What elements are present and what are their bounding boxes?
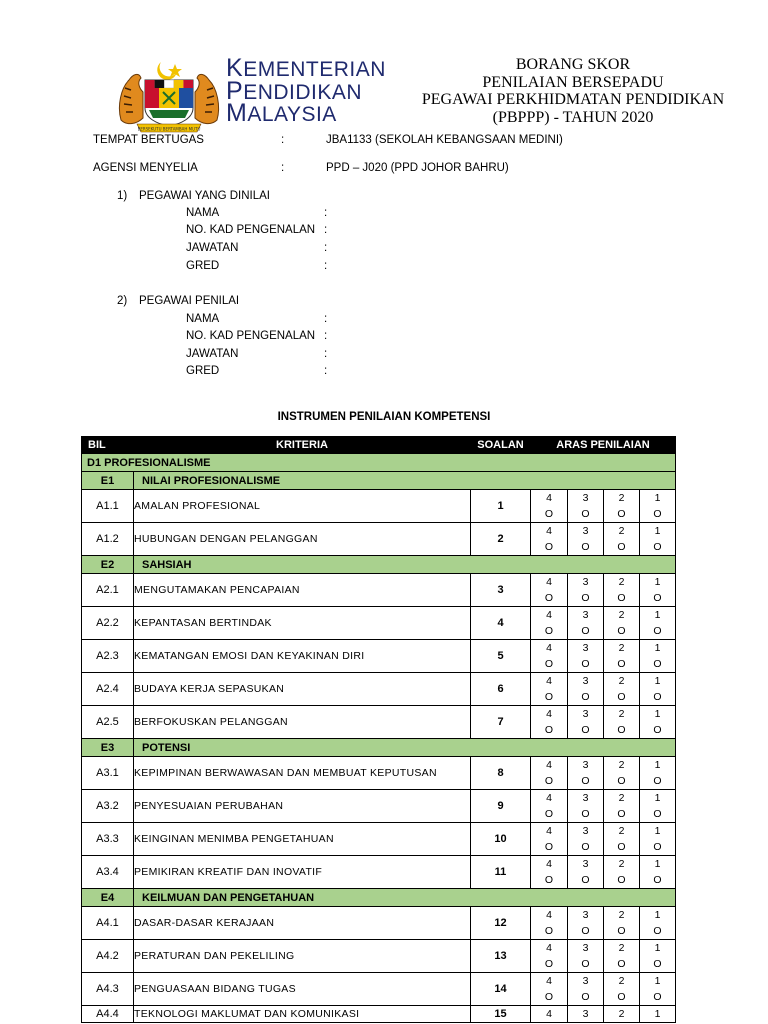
score-option-2[interactable]: [604, 607, 640, 640]
tempat-bertugas-colon: :: [281, 134, 285, 146]
item-question-number: 3: [471, 574, 531, 607]
radio-circle[interactable]: O: [581, 541, 590, 553]
domain-row: [82, 454, 676, 472]
field-input[interactable]: :: [324, 330, 328, 342]
radio-circle[interactable]: O: [617, 841, 626, 853]
score-option-1[interactable]: [640, 673, 676, 706]
field-label: JAWATAN: [186, 242, 239, 254]
score-option-2[interactable]: [604, 490, 640, 523]
table-row: [82, 757, 676, 790]
radio-circle[interactable]: O: [617, 991, 626, 1003]
score-level: 4: [546, 975, 552, 987]
pegawai-dinilai-title: PEGAWAI YANG DINILAI: [139, 190, 271, 202]
table-row: [82, 823, 676, 856]
score-level: 4: [546, 576, 552, 588]
coat-of-arms-logo: [115, 58, 223, 136]
radio-circle[interactable]: O: [581, 625, 590, 637]
item-question-number: 14: [471, 973, 531, 1006]
score-level: 3: [582, 909, 589, 921]
item-code: A4.2: [82, 940, 134, 973]
radio-circle[interactable]: O: [653, 658, 662, 670]
radio-circle[interactable]: O: [617, 958, 626, 970]
score-level: 3: [582, 576, 589, 588]
score-level: 3: [582, 858, 589, 870]
score-option-3[interactable]: [568, 607, 604, 640]
score-option-1[interactable]: [640, 973, 676, 1006]
radio-circle[interactable]: O: [544, 925, 554, 937]
score-option-2[interactable]: [604, 940, 640, 973]
group-title: NILAI PROFESIONALISME: [134, 472, 676, 490]
score-level: 3: [582, 1008, 589, 1020]
radio-circle[interactable]: O: [653, 541, 662, 553]
score-option-4[interactable]: [531, 907, 568, 940]
score-level: 3: [582, 759, 589, 771]
item-code: A2.5: [82, 706, 134, 739]
item-question-number: 2: [471, 523, 531, 556]
score-level: 1: [654, 942, 661, 954]
radio-circle[interactable]: O: [544, 991, 554, 1003]
score-option-2[interactable]: [604, 640, 640, 673]
field-input[interactable]: :: [324, 365, 328, 377]
score-level: 3: [582, 792, 589, 804]
radio-circle[interactable]: O: [653, 775, 662, 787]
score-option-4[interactable]: [531, 757, 568, 790]
radio-circle[interactable]: O: [544, 874, 554, 886]
table-row: [82, 523, 676, 556]
score-level: 3: [582, 708, 589, 720]
score-option-1[interactable]: [640, 523, 676, 556]
score-option-4[interactable]: [531, 856, 568, 889]
agensi-menyelia-label: AGENSI MENYELIA: [93, 162, 198, 174]
score-option-2[interactable]: [604, 856, 640, 889]
score-option-1[interactable]: [640, 940, 676, 973]
table-row: [82, 706, 676, 739]
item-question-number: 1: [471, 490, 531, 523]
form-title-line: BORANG SKOR: [515, 56, 631, 73]
radio-circle[interactable]: O: [544, 541, 554, 553]
score-level: 3: [582, 642, 589, 654]
field-label: GRED: [186, 365, 220, 377]
radio-circle[interactable]: O: [544, 625, 554, 637]
score-level: 2: [618, 642, 625, 654]
item-code: A3.4: [82, 856, 134, 889]
form-title-line: PEGAWAI PERKHIDMATAN PENDIDIKAN: [421, 91, 725, 108]
section-number: 1): [117, 190, 128, 202]
table-row: [82, 673, 676, 706]
table-row: [82, 640, 676, 673]
item-code: A1.2: [82, 523, 134, 556]
score-level: 1: [654, 792, 661, 804]
item-criteria: PENYESUAIAN PERUBAHAN: [134, 790, 471, 823]
group-row: [82, 472, 676, 490]
item-criteria: HUBUNGAN DENGAN PELANGGAN: [134, 523, 471, 556]
radio-circle[interactable]: O: [581, 874, 590, 886]
score-option-3[interactable]: [568, 907, 604, 940]
field-input[interactable]: :: [324, 224, 328, 236]
item-question-number: 9: [471, 790, 531, 823]
tempat-bertugas-value: JBA1133 (SEKOLAH KEBANGSAAN MEDINI): [326, 134, 563, 146]
score-level: 4: [546, 909, 552, 921]
item-question-number: 13: [471, 940, 531, 973]
agensi-menyelia-value: PPD – J020 (PPD JOHOR BAHRU): [326, 162, 509, 174]
score-level: 2: [618, 759, 625, 771]
radio-circle[interactable]: O: [581, 958, 590, 970]
radio-circle[interactable]: O: [544, 958, 554, 970]
item-question-number: 12: [471, 907, 531, 940]
score-level: 1: [654, 759, 661, 771]
item-question-number: 8: [471, 757, 531, 790]
item-code: A2.2: [82, 607, 134, 640]
score-option-4[interactable]: [531, 490, 568, 523]
group-row: [82, 739, 676, 757]
score-level: 1: [654, 858, 661, 870]
item-code: A2.4: [82, 673, 134, 706]
score-option-3[interactable]: [568, 856, 604, 889]
radio-circle[interactable]: O: [581, 658, 590, 670]
radio-circle[interactable]: O: [653, 841, 662, 853]
item-criteria: KEPANTASAN BERTINDAK: [134, 607, 471, 640]
item-question-number: 11: [471, 856, 531, 889]
item-criteria: PENGUASAAN BIDANG TUGAS: [134, 973, 471, 1006]
score-option-4[interactable]: [531, 940, 568, 973]
radio-circle[interactable]: O: [653, 958, 662, 970]
ministry-line-1: KEMENTERIAN: [226, 54, 386, 82]
score-level: 1: [654, 708, 661, 720]
score-option-1[interactable]: [640, 1006, 676, 1023]
score-level: 4: [546, 492, 552, 504]
score-level: 1: [654, 909, 661, 921]
score-option-3[interactable]: [568, 523, 604, 556]
radio-circle[interactable]: O: [617, 808, 626, 820]
radio-circle[interactable]: O: [544, 775, 554, 787]
table-row: [82, 490, 676, 523]
score-option-1[interactable]: [640, 757, 676, 790]
domain-title: D1 PROFESIONALISME: [82, 454, 676, 472]
score-level: 1: [654, 975, 661, 987]
radio-circle[interactable]: O: [544, 808, 554, 820]
item-criteria: KEPIMPINAN BERWAWASAN DAN MEMBUAT KEPUTUSAN: [134, 757, 471, 790]
score-option-2[interactable]: [604, 523, 640, 556]
header-kriteria: KRITERIA: [134, 437, 471, 454]
score-option-2[interactable]: [604, 790, 640, 823]
radio-circle[interactable]: O: [653, 874, 662, 886]
item-question-number: 7: [471, 706, 531, 739]
header-aras: ARAS PENILAIAN: [531, 437, 676, 454]
radio-circle[interactable]: O: [544, 841, 554, 853]
score-level: 2: [618, 942, 625, 954]
score-option-3[interactable]: [568, 706, 604, 739]
group-code: E3: [82, 739, 134, 757]
score-level: 4: [546, 759, 552, 771]
score-level: 3: [582, 675, 589, 687]
score-option-1[interactable]: [640, 490, 676, 523]
header-soalan: SOALAN: [471, 437, 531, 454]
score-option-1[interactable]: [640, 706, 676, 739]
score-level: 4: [546, 525, 552, 537]
score-option-2[interactable]: [604, 823, 640, 856]
item-question-number: 5: [471, 640, 531, 673]
radio-circle[interactable]: O: [581, 808, 590, 820]
score-option-2[interactable]: [604, 1006, 640, 1023]
item-criteria: KEINGINAN MENIMBA PENGETAHUAN: [134, 823, 471, 856]
score-level: 2: [618, 909, 625, 921]
instrument-title: INSTRUMEN PENILAIAN KOMPETENSI: [277, 411, 491, 423]
item-code: A4.4: [82, 1006, 134, 1023]
radio-circle[interactable]: O: [581, 775, 590, 787]
score-option-1[interactable]: [640, 823, 676, 856]
item-criteria: MENGUTAMAKAN PENCAPAIAN: [134, 574, 471, 607]
score-level: 4: [546, 609, 552, 621]
table-header-row: [82, 437, 676, 454]
item-question-number: 4: [471, 607, 531, 640]
ministry-line-3: MALAYSIA: [226, 99, 337, 127]
score-level: 2: [618, 825, 625, 837]
group-code: E1: [82, 472, 134, 490]
group-title: POTENSI: [134, 739, 676, 757]
score-option-3[interactable]: [568, 757, 604, 790]
radio-circle[interactable]: O: [617, 775, 626, 787]
score-level: 4: [546, 825, 552, 837]
score-level: 4: [546, 942, 552, 954]
score-option-1[interactable]: [640, 607, 676, 640]
group-title: SAHSIAH: [134, 556, 676, 574]
item-criteria: TEKNOLOGI MAKLUMAT DAN KOMUNIKASI: [134, 1006, 471, 1023]
score-level: 4: [546, 858, 552, 870]
score-level: 4: [546, 708, 552, 720]
score-option-2[interactable]: [604, 673, 640, 706]
item-question-number: 10: [471, 823, 531, 856]
svg-text:BERSEKUTU BERTAMBAH MUTU: BERSEKUTU BERTAMBAH MUTU: [137, 126, 201, 132]
radio-circle[interactable]: O: [653, 625, 662, 637]
radio-circle[interactable]: O: [544, 508, 554, 520]
radio-circle[interactable]: O: [653, 808, 662, 820]
item-criteria: AMALAN PROFESIONAL: [134, 490, 471, 523]
score-level: 2: [618, 675, 625, 687]
score-level: 1: [654, 1008, 661, 1020]
item-criteria: PEMIKIRAN KREATIF DAN INOVATIF: [134, 856, 471, 889]
item-code: A2.1: [82, 574, 134, 607]
radio-circle[interactable]: O: [544, 691, 554, 703]
field-label: NO. KAD PENGENALAN: [186, 330, 316, 342]
score-level: 1: [654, 492, 661, 504]
score-level: 2: [618, 792, 625, 804]
group-row: [82, 556, 676, 574]
agensi-menyelia-colon: :: [281, 162, 285, 174]
score-option-1[interactable]: [640, 790, 676, 823]
radio-circle[interactable]: O: [617, 508, 626, 520]
score-level: 3: [582, 975, 589, 987]
field-input[interactable]: :: [324, 242, 328, 254]
score-level: 4: [546, 1008, 552, 1020]
score-option-3[interactable]: [568, 673, 604, 706]
radio-circle[interactable]: O: [581, 508, 590, 520]
score-level: 2: [618, 576, 625, 588]
score-option-4[interactable]: [531, 1006, 568, 1023]
item-code: A1.1: [82, 490, 134, 523]
ministry-line-2: PENDIDIKAN: [226, 76, 363, 105]
field-label: NAMA: [186, 313, 220, 325]
group-code: E4: [82, 889, 134, 907]
radio-circle[interactable]: O: [581, 724, 590, 736]
score-option-3[interactable]: [568, 574, 604, 607]
item-code: A2.3: [82, 640, 134, 673]
table-row: [82, 1006, 676, 1023]
score-option-1[interactable]: [640, 907, 676, 940]
score-option-2[interactable]: [604, 574, 640, 607]
tempat-bertugas-label: TEMPAT BERTUGAS: [93, 134, 204, 146]
radio-circle[interactable]: O: [653, 691, 662, 703]
score-option-3[interactable]: [568, 640, 604, 673]
table-row: [82, 790, 676, 823]
radio-circle[interactable]: O: [617, 691, 626, 703]
score-level: 3: [582, 609, 589, 621]
item-code: A3.1: [82, 757, 134, 790]
score-option-1[interactable]: [640, 574, 676, 607]
radio-circle[interactable]: O: [544, 592, 554, 604]
item-question-number: 6: [471, 673, 531, 706]
score-option-4[interactable]: [531, 706, 568, 739]
competency-table: [81, 436, 676, 1023]
score-level: 4: [546, 675, 552, 687]
score-level: 1: [654, 675, 661, 687]
field-label: JAWATAN: [186, 348, 239, 360]
field-label: GRED: [186, 260, 220, 272]
item-question-number: 15: [471, 1006, 531, 1023]
score-option-2[interactable]: [604, 706, 640, 739]
radio-circle[interactable]: O: [653, 508, 662, 520]
item-criteria: KEMATANGAN EMOSI DAN KEYAKINAN DIRI: [134, 640, 471, 673]
score-option-4[interactable]: [531, 607, 568, 640]
form-title: [390, 56, 756, 126]
table-row: [82, 856, 676, 889]
score-option-2[interactable]: [604, 757, 640, 790]
group-code: E2: [82, 556, 134, 574]
score-option-2[interactable]: [604, 973, 640, 1006]
score-level: 2: [618, 708, 625, 720]
radio-circle[interactable]: O: [653, 925, 662, 937]
field-input[interactable]: :: [324, 260, 328, 272]
score-level: 3: [582, 525, 589, 537]
header-bil: BIL: [82, 437, 134, 454]
score-option-3[interactable]: [568, 790, 604, 823]
score-option-2[interactable]: [604, 907, 640, 940]
score-level: 2: [618, 525, 625, 537]
table-row: [82, 940, 676, 973]
item-criteria: BUDAYA KERJA SEPASUKAN: [134, 673, 471, 706]
radio-circle[interactable]: O: [581, 841, 590, 853]
radio-circle[interactable]: O: [653, 592, 662, 604]
radio-circle[interactable]: O: [581, 991, 590, 1003]
radio-circle[interactable]: O: [617, 658, 626, 670]
table-row: [82, 973, 676, 1006]
score-option-4[interactable]: [531, 574, 568, 607]
score-option-3[interactable]: [568, 823, 604, 856]
radio-circle[interactable]: O: [617, 592, 626, 604]
radio-circle[interactable]: O: [617, 724, 626, 736]
item-code: A4.1: [82, 907, 134, 940]
score-option-3[interactable]: [568, 490, 604, 523]
radio-circle[interactable]: O: [544, 724, 554, 736]
pegawai-penilai-title: PEGAWAI PENILAI: [139, 295, 240, 307]
section-number: 2): [117, 295, 128, 307]
radio-circle[interactable]: O: [544, 658, 554, 670]
radio-circle[interactable]: O: [617, 925, 626, 937]
score-level: 3: [582, 825, 589, 837]
field-label: NO. KAD PENGENALAN: [186, 224, 316, 236]
radio-circle[interactable]: O: [581, 925, 590, 937]
item-criteria: DASAR-DASAR KERAJAAN: [134, 907, 471, 940]
radio-circle[interactable]: O: [617, 625, 626, 637]
score-level: 4: [546, 792, 552, 804]
score-option-1[interactable]: [640, 640, 676, 673]
score-level: 4: [546, 642, 552, 654]
score-option-4[interactable]: [531, 523, 568, 556]
score-level: 1: [654, 825, 661, 837]
score-option-1[interactable]: [640, 856, 676, 889]
item-code: A3.2: [82, 790, 134, 823]
form-title-line: (PBPPP) - TAHUN 2020: [492, 108, 654, 126]
table-row: [82, 574, 676, 607]
radio-circle[interactable]: O: [581, 691, 590, 703]
score-level: 2: [618, 975, 625, 987]
radio-circle[interactable]: O: [617, 541, 626, 553]
score-level: 2: [618, 858, 625, 870]
score-level: 2: [618, 1008, 625, 1020]
score-level: 1: [654, 609, 661, 621]
score-level: 1: [654, 576, 661, 588]
score-level: 1: [654, 525, 661, 537]
score-level: 1: [654, 642, 661, 654]
group-row: [82, 889, 676, 907]
field-input[interactable]: :: [324, 313, 328, 325]
ministry-name: [226, 54, 386, 127]
item-code: A4.3: [82, 973, 134, 1006]
field-input[interactable]: :: [324, 207, 328, 219]
radio-circle[interactable]: O: [653, 991, 662, 1003]
group-title: KEILMUAN DAN PENGETAHUAN: [134, 889, 676, 907]
score-option-3[interactable]: [568, 940, 604, 973]
field-label: NAMA: [186, 207, 220, 219]
field-input[interactable]: :: [324, 348, 328, 360]
radio-circle[interactable]: O: [617, 874, 626, 886]
score-option-4[interactable]: [531, 640, 568, 673]
score-level: 2: [618, 492, 625, 504]
item-criteria: BERFOKUSKAN PELANGGAN: [134, 706, 471, 739]
table-row: [82, 607, 676, 640]
score-option-4[interactable]: [531, 973, 568, 1006]
score-level: 3: [582, 492, 589, 504]
score-option-3[interactable]: [568, 973, 604, 1006]
score-option-4[interactable]: [531, 673, 568, 706]
form-title-line: PENILAIAN BERSEPADU: [482, 73, 664, 91]
score-level: 3: [582, 942, 589, 954]
score-option-4[interactable]: [531, 790, 568, 823]
table-row: [82, 907, 676, 940]
score-option-3[interactable]: [568, 1006, 604, 1023]
item-code: A3.3: [82, 823, 134, 856]
radio-circle[interactable]: O: [653, 724, 662, 736]
item-criteria: PERATURAN DAN PEKELILING: [134, 940, 471, 973]
score-level: 2: [618, 609, 625, 621]
score-option-4[interactable]: [531, 823, 568, 856]
radio-circle[interactable]: O: [581, 592, 590, 604]
